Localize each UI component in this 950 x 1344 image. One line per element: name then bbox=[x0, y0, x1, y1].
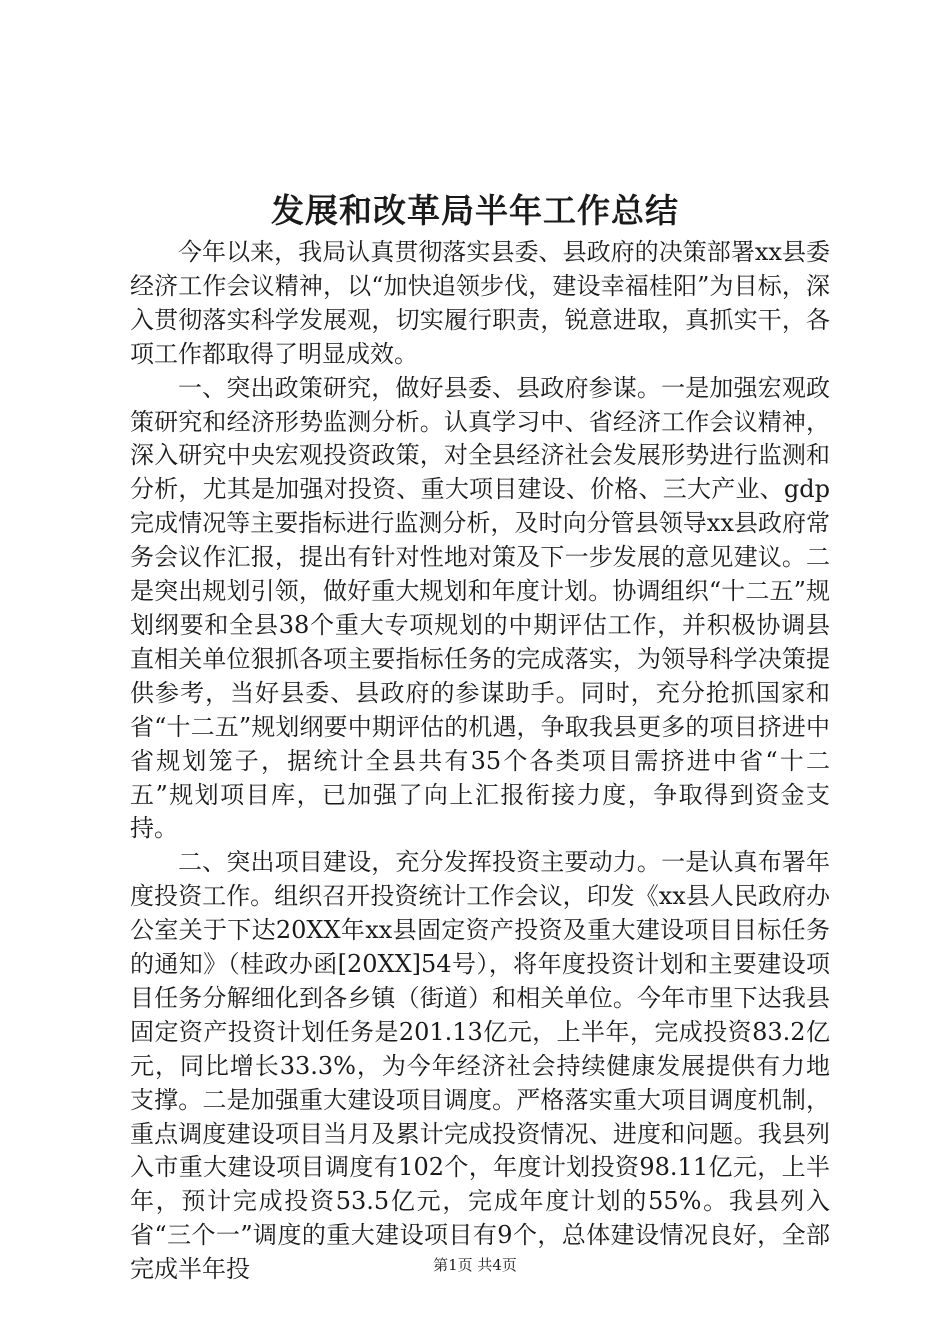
document-title: 发展和改革局半年工作总结 bbox=[271, 191, 679, 230]
document-body bbox=[130, 236, 830, 1287]
paragraph-project-construction: 二、突出项目建设，充分发挥投资主要动力。一是认真布署年度投资工作。组织召开投资统计工作会议，印发《xx县人民政府办公室关于下达20XX年xx县固定资产投资及重大建设项目目标任务的通知》（桂政办函[20XX]54号），将年度投资计划和主要建设项目任务分解细化到各乡镇（街道）和相关单位。今年市里下达我县固定资产投资计划任务是201.13亿元，上半年，完成投资83.2亿元，同比增长33.3%，为今年经济社会持续健康发展提供有力地支撑。二是加强重大建设项目调度。严格落实重大项目调度机制，重点调度建设项目当月及累计完成投资情况、进度和问题。我县列入市重大建设项目调度有102个，年度计划投资98.11亿元，上半年，预计完成投资53.5亿元，完成年度计划的55%。我县列入省“三个一”调度的重大建设项目有9个，总体建设情况良好，全部完成半年投 bbox=[130, 848, 830, 1284]
page-footer: 第1页 共4页 bbox=[433, 1256, 517, 1274]
paragraph-intro: 今年以来，我局认真贯彻落实县委、县政府的决策部署xx县委经济工作会议精神，以“加快追领步伐，建设幸福桂阳”为目标，深入贯彻落实科学发展观，切实履行职责，锐意进取，真抓实干，各项工作都取得了明显成效。 bbox=[130, 238, 830, 368]
paragraph-policy-research: 一、突出政策研究，做好县委、县政府参谋。一是加强宏观政策研究和经济形势监测分析。认真学习中、省经济工作会议精神，深入研究中央宏观投资政策，对全县经济社会发展形势进行监测和分析，尤其是加强对投资、重大项目建设、价格、三大产业、gdp完成情况等主要指标进行监测分析，及时向分管县领导xx县政府常务会议作汇报，提出有针对性地对策及下一步发展的意见建议。二是突出规划引领，做好重大规划和年度计划。协调组织“十二五”规划纲要和全县38个重大专项规划的中期评估工作，并积极协调县直相关单位狠抓各项主要指标任务的完成落实，为领导科学决策提供参考，当好县委、县政府的参谋助手。同时，充分抢抓国家和省“十二五”规划纲要中期评估的机遇，争取我县更多的项目挤进中省规划笼子，据统计全县共有35个各类项目需挤进中省“十二五”规划项目库，已加强了向上汇报衔接力度，争取得到资金支持。 bbox=[130, 373, 830, 843]
